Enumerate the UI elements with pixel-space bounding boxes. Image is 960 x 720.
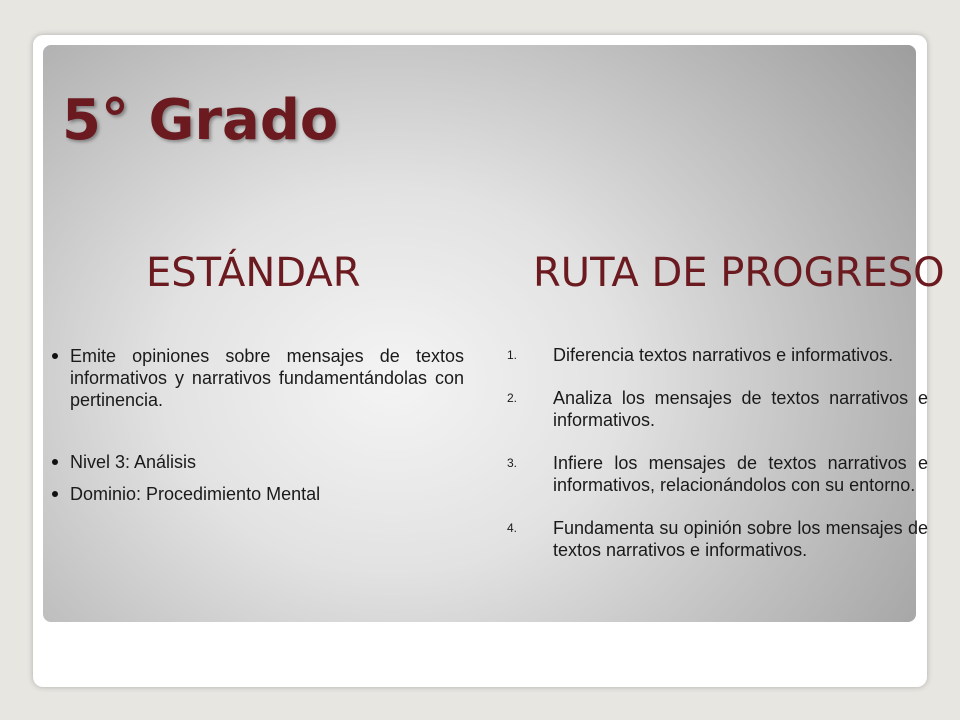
step-number: 2.: [507, 391, 518, 405]
step-text: Diferencia textos narrativos e informativos.: [553, 345, 894, 365]
bullet-text: Dominio: Procedimiento Mental: [70, 484, 321, 504]
slide-title: 5° Grado: [62, 88, 339, 153]
step-number: 1.: [507, 348, 518, 362]
standard-heading: ESTÁNDAR: [146, 250, 361, 296]
step-number: 3.: [507, 456, 518, 470]
bullet-dot-icon: [52, 459, 58, 465]
bullet-text: Emite opiniones sobre mensajes de textos informativos y narrativos fundamentándolas con pertinencia.: [70, 346, 464, 410]
progress-route-heading: RUTA DE PROGRESO: [533, 250, 945, 296]
progress-route-list: [504, 344, 928, 582]
progress-step: [504, 344, 928, 366]
bullet-item: [48, 345, 464, 411]
bullet-item: [48, 451, 464, 473]
step-text: Fundamenta su opinión sobre los mensajes de textos narrativos e informativos.: [553, 518, 928, 560]
bullet-dot-icon: [52, 491, 58, 497]
progress-step: [504, 452, 928, 496]
step-text: Infiere los mensajes de textos narrativos e informativos, relacionándolos con su entorno.: [553, 453, 928, 495]
step-text: Analiza los mensajes de textos narrativos e informativos.: [553, 388, 928, 430]
bullet-text: Nivel 3: Análisis: [70, 452, 197, 472]
progress-step: [504, 517, 928, 561]
bullet-dot-icon: [52, 353, 58, 359]
progress-step: [504, 387, 928, 431]
standard-bullet-list: [48, 345, 464, 505]
step-number: 4.: [507, 521, 518, 535]
bullet-item: [48, 483, 464, 505]
